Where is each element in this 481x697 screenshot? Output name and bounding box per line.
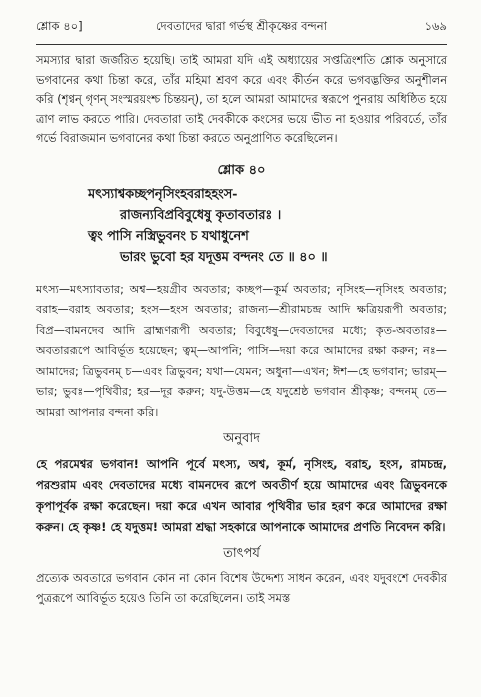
sanskrit-verse bbox=[36, 184, 447, 268]
translation-heading: অনুবাদ bbox=[223, 431, 260, 447]
word-meanings: মৎস্য—মৎস্যাবতার; অশ্ব—হয়গ্রীব অবতার; কচ্ছপ—কূর্ম অবতার; নৃসিংহ—নৃসিংহ অবতার; বরাহ—বরাহ অবতার; হংস—হংস অবতার; রাজন্য—শ্রীরামচন্দ্র আদি ক্ষত্রিয়রূপী অবতার; বিপ্র—বামনদেব আদি ব্রাহ্মণরূপী অবতার; বিবুধেষু—দেবতাদের মধ্যে; কৃত-অবতারঃ—অবতাররূপে আবির্ভূত হয়েছেন; ত্বম্—আপনি; পাসি—দয়া করে আমাদের রক্ষা করুন; নঃ—আমাদের; ত্রিভুবনম্ চ—এবং ত্রিভুবন; যথা—যেমন; অধুনা—এখন; ঈশ—হে ভগবান; ভারম্—ভার; ভুবঃ—পৃথিবীর; হর—দূর করুন; যদু-উত্তম—হে যদুশ্রেষ্ঠ ভগবান শ্রীকৃষ্ণ; বন্দনম্ তে—আমরা আপনার বন্দনা করি। bbox=[36, 282, 447, 419]
purport-text: প্রত্যেক অবতারে ভগবান কোন না কোন বিশেষ উদ্দেশ্য সাধন করেন, এবং যদুবংশে দেবকীর পুত্ররূপে আবির্ভূত হয়েও তিনি তা করেছিলেন। তাই সমস্ত bbox=[36, 571, 447, 606]
chapter-title: দেবতাদের দ্বারা গর্ভস্থ শ্রীকৃষ্ণের বন্দনা bbox=[155, 19, 327, 33]
verse-reference: শ্লোক ৪০] bbox=[36, 19, 83, 33]
purport-heading: তাৎপর্য bbox=[223, 546, 260, 562]
translation-text: হে পরমেশ্বর ভগবান! আপনি পূর্বে মৎস্য, অশ্ব, কূর্ম, নৃসিংহ, বরাহ, হংস, রামচন্দ্র, পরশুরাম এবং দেবতাদের মধ্যে বামনদেব রূপে অবতীর্ণ হয়ে আমাদের এবং ত্রিভুবনকে কৃপাপূর্বক রক্ষা করেছেন। দয়া করে এখন আবার পৃথিবীর ভার হরণ করে আমাদের রক্ষা করুন। হে কৃষ্ণ! হে যদুত্তম! আমরা শ্রদ্ধা সহকারে আপনাকে আমাদের প্রণতি নিবেদন করি। bbox=[36, 457, 447, 535]
page-number: ১৬৯ bbox=[424, 19, 447, 33]
verse-line-3: ত্বং পাসি নস্ত্রিভুবনং চ যথাধুনেশ bbox=[88, 228, 249, 244]
page-header bbox=[36, 10, 447, 45]
verse-line-1: মৎস্যাশ্বকচ্ছপনৃসিংহবরাহহংস- bbox=[88, 186, 238, 202]
verse-title: শ্লোক ৪০ bbox=[217, 162, 266, 178]
intro-paragraph: সমস্যার দ্বারা জর্জরিত হয়েছি। তাই আমরা যদি এই অধ্যায়ের সপ্তত্রিংশতি শ্লোক অনুসারে ভগবানের কথা চিন্তা করে, তাঁর মহিমা শ্রবণ করে এবং কীর্তন করে ভগবদ্ভক্তির অনুশীলন করি (শৃণ্বন্ গৃণন্ সংস্মরয়ংশ্চ চিন্তয়ন্), তা হলে আমরা আমাদের স্বরূপে পুনরায় অধিষ্ঠিত হয়ে ত্রাণ লাভ করতে পারি। দেবতারা তাই দেবকীকে কংসের ভয়ে ভীত না হওয়ার পরিবর্তে, তাঁর গর্ভে বিরাজমান ভগবানের কথা চিন্তা করতে অনুপ্রাণিত করেছিলেন। bbox=[36, 53, 447, 146]
verse-line-2: রাজন্যবিপ্রবিবুধেষু কৃতাবতারঃ । bbox=[120, 207, 282, 223]
verse-line-4: ভারং ভুবো হর যদূত্তম বন্দনং তে ॥ ৪০ ॥ bbox=[120, 249, 328, 265]
book-page bbox=[0, 10, 481, 697]
